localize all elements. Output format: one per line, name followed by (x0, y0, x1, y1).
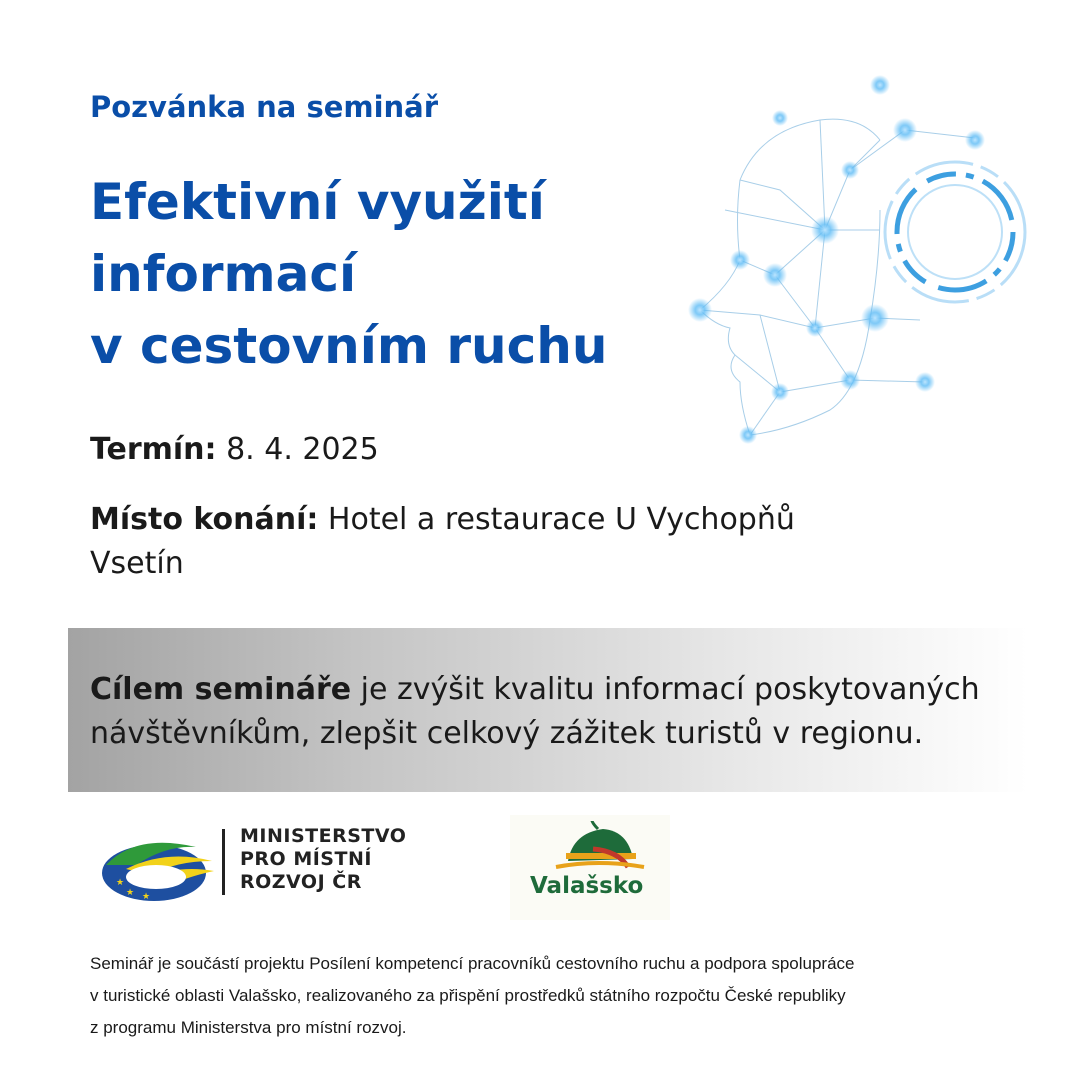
title-line-3: v cestovním ruchu (90, 317, 608, 375)
mmr-line-1: MINISTERSTVO (240, 825, 407, 847)
title-line-2: informací (90, 245, 357, 303)
venue-label: Místo konání: (90, 502, 319, 537)
footer-line-3: z programu Ministerstva pro místní rozvoj. (90, 1018, 407, 1037)
goal-text (90, 668, 1020, 756)
date-label: Termín: (90, 432, 217, 467)
digital-face-illustration (680, 70, 1050, 450)
mmr-line-2: PRO MÍSTNÍ (240, 848, 372, 870)
mmr-text (240, 825, 406, 894)
goal-bold: Cílem semináře (90, 672, 352, 707)
mmr-divider (222, 829, 225, 895)
scan-ring-icon (885, 162, 1025, 302)
venue-city: Vsetín (90, 546, 184, 581)
goal-line-1: je zvýšit kvalitu informací poskytovaných (351, 672, 980, 707)
svg-text:★: ★ (116, 878, 125, 888)
date-line (90, 432, 379, 467)
mmr-logo-mark (96, 825, 226, 915)
footer-line-2: v turistické oblasti Valašsko, realizovaného za přispění prostředků státního rozpočtu České republiky (90, 986, 846, 1005)
kicker: Pozvánka na seminář (90, 90, 439, 124)
goal-line-2: návštěvníkům, zlepšit celkový zážitek turistů v regionu. (90, 716, 924, 751)
date-value: 8. 4. 2025 (216, 432, 379, 467)
svg-text:★: ★ (126, 888, 135, 898)
svg-text:★: ★ (142, 892, 151, 902)
valassko-logo (510, 815, 670, 920)
footer-note (90, 948, 990, 1044)
valassko-hat-logo (548, 821, 648, 881)
footer-line-1: Seminář je součástí projektu Posílení kompetencí pracovníků cestovního ruchu a podpora spolupráce (90, 954, 855, 973)
goal-band (68, 628, 1028, 792)
valassko-text: Valašsko (530, 873, 644, 899)
page-title (90, 166, 690, 382)
venue-line (90, 502, 795, 537)
title-line-1: Efektivní využití (90, 173, 545, 231)
mmr-logo (84, 815, 407, 925)
mmr-line-3: ROZVOJ ČR (240, 871, 362, 893)
venue-value: Hotel a restaurace U Vychopňů (318, 502, 795, 537)
